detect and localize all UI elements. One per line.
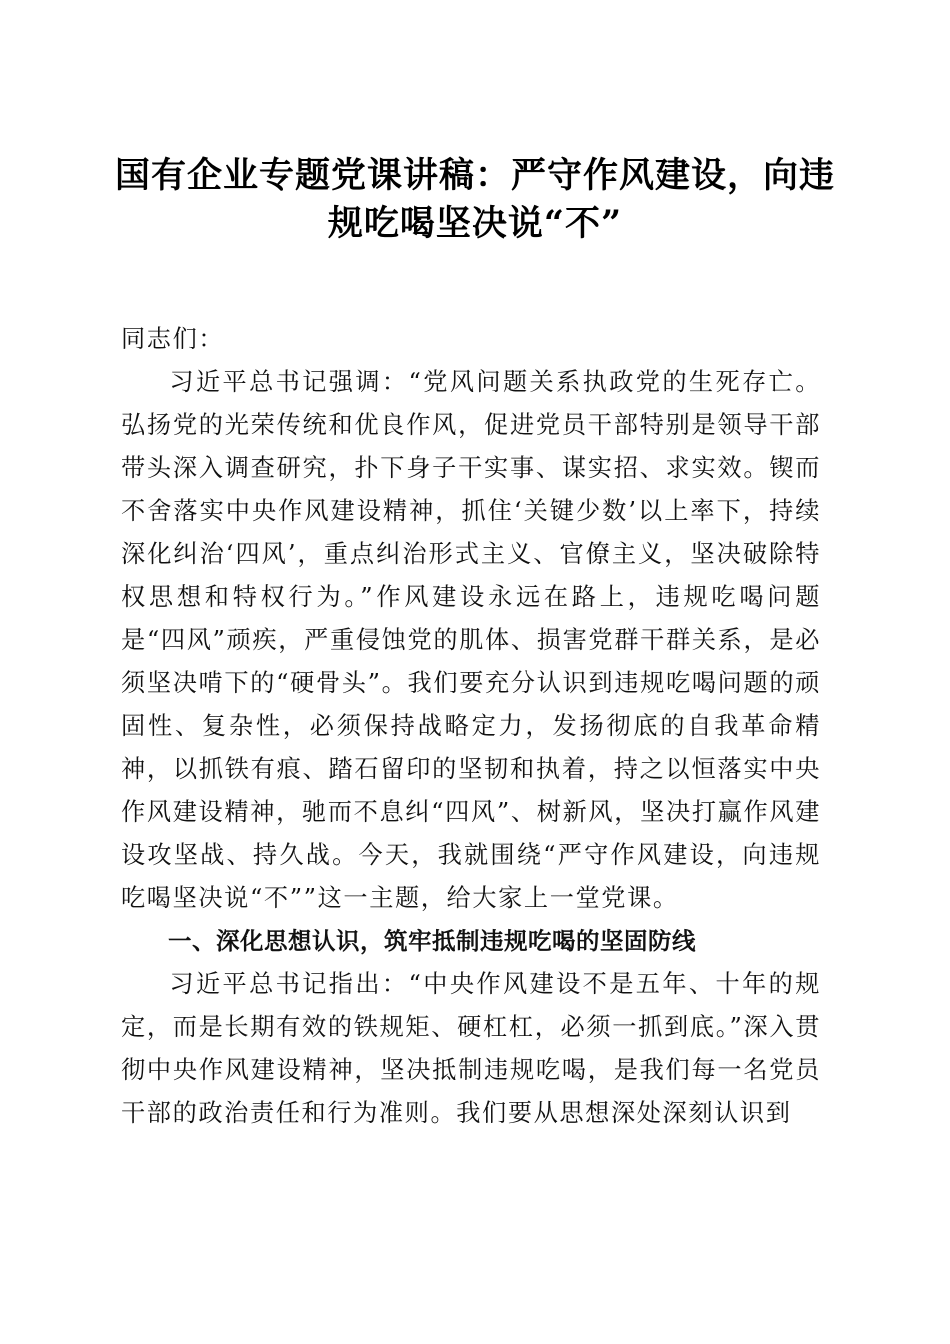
salutation: 同志们： xyxy=(121,325,225,353)
document-body xyxy=(121,318,821,1135)
paragraph: 习近平总书记强调：“党风问题关系执政党的生死存亡。弘扬党的光荣传统和优良作风，促进党员干部特别是领导干部带头深入调查研究，扑下身子干实事、谋实招、求实效。锲而不舍落实中央作风建设精神，抓住‘关键少数’以上率下，持续深化纠治‘四风’，重点纠治形式主义、官僚主义，坚决破除特权思想和特权行为。”作风建设永远在路上，违规吃喝问题是“四风”顽疾，严重侵蚀党的肌体、损害党群干群关系，是必须坚决啃下的“硬骨头”。我们要充分认识到违规吃喝问题的顽固性、复杂性，必须保持战略定力，发扬彻底的自我革命精神，以抓铁有痕、踏石留印的坚韧和执着，持之以恒落实中央作风建设精神，驰而不息纠“四风”、树新风，坚决打赢作风建设攻坚战、持久战。今天，我就围绕“严守作风建设，向违规吃喝坚决说“不””这一主题，给大家上一堂党课。 xyxy=(121,368,821,912)
document-title: 国有企业专题党课讲稿：严守作风建设，向违规吃喝坚决说“不” xyxy=(114,155,835,244)
section-heading: 一、深化思想认识，筑牢抵制违规吃喝的坚固防线 xyxy=(168,927,696,955)
paragraph: 习近平总书记指出：“中央作风建设不是五年、十年的规定，而是长期有效的铁规矩、硬杠杠，必须一抓到底。”深入贯彻中央作风建设精神，坚决抵制违规吃喝，是我们每一名党员干部的政治责任和行为准则。我们要从思想深处深刻认识到 xyxy=(121,970,821,1127)
